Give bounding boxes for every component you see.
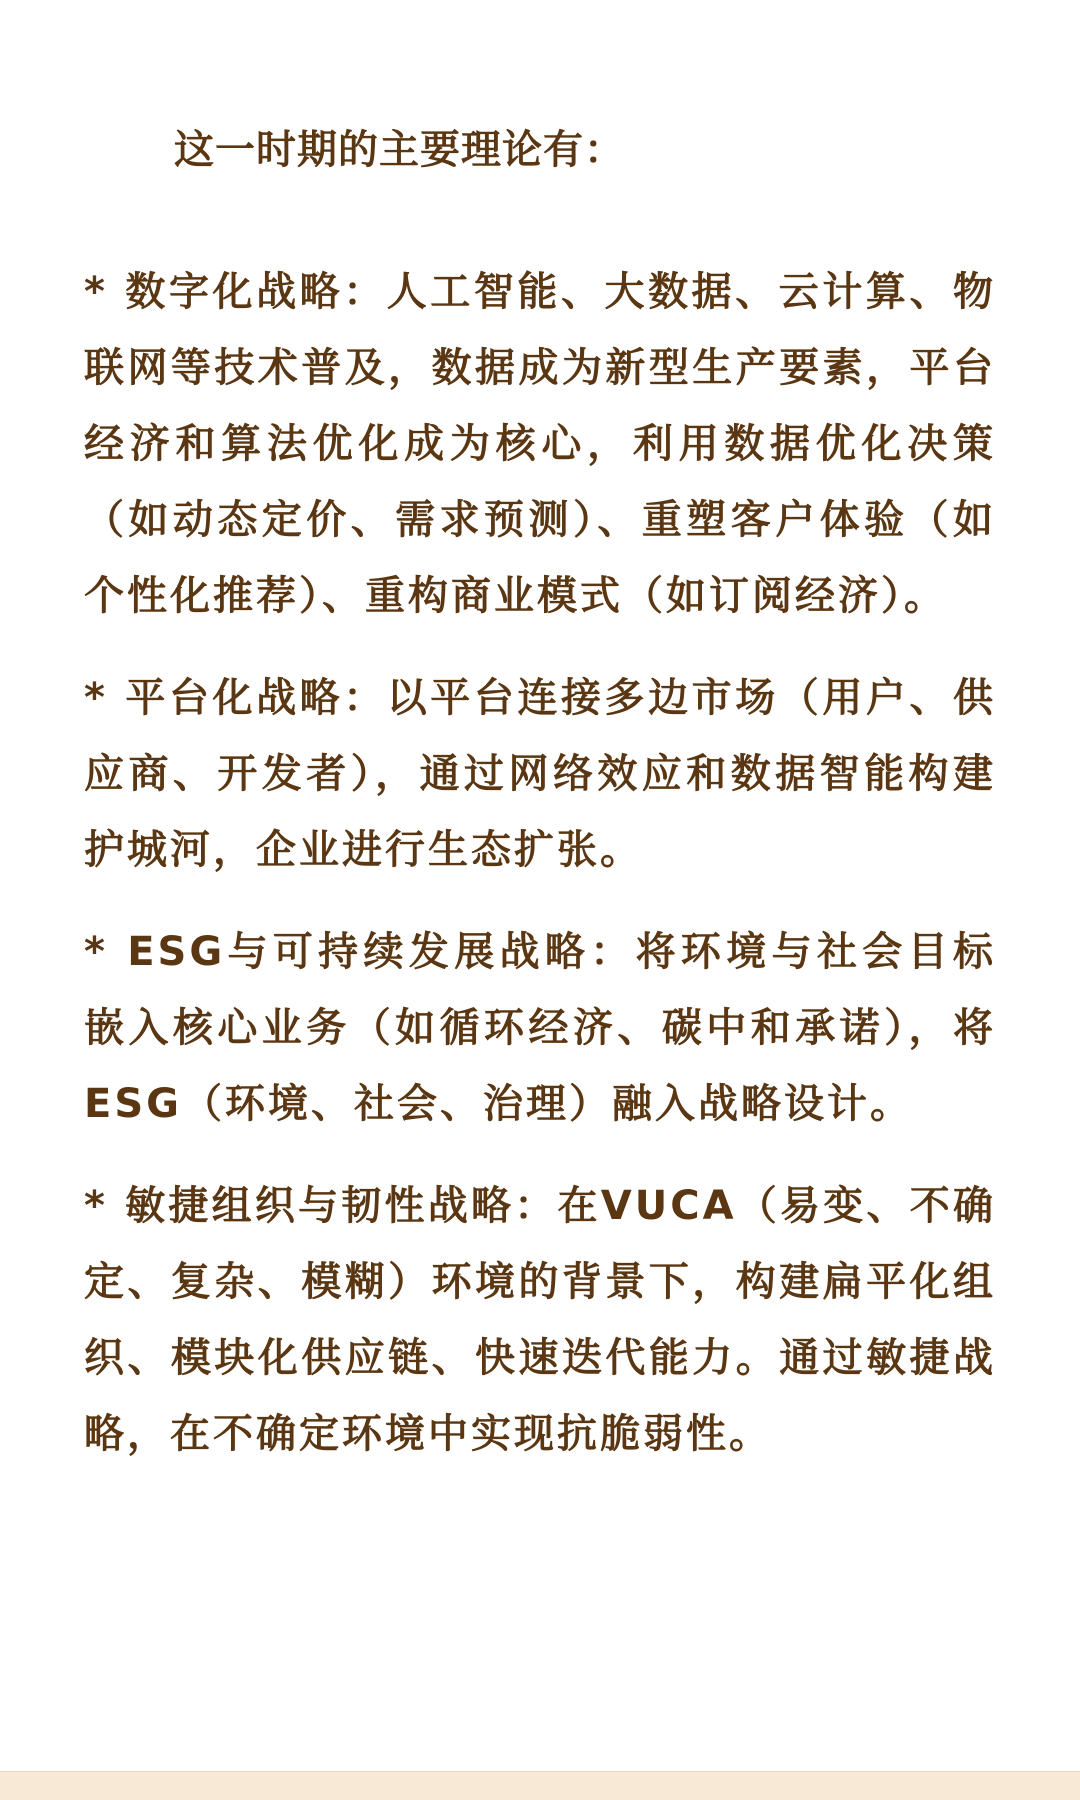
strategy-paragraph-platformization: * 平台化战略：以平台连接多边市场（用户、供应商、开发者），通过网络效应和数据智能构建护城河，企业进行生态扩张。 <box>84 675 996 873</box>
strategy-paragraph-agile-resilience: * 敏捷组织与韧性战略：在VUCA（易变、不确定、复杂、模糊）环境的背景下，构建扁平化组织、模块化供应链、快速迭代能力。通过敏捷战略，在不确定环境中实现抗脆弱性。 <box>84 1183 996 1457</box>
article <box>84 112 996 1498</box>
strategy-paragraph-esg: * ESG与可持续发展战略：将环境与社会目标嵌入核心业务（如循环经济、碳中和承诺），将ESG（环境、社会、治理）融入战略设计。 <box>84 929 996 1127</box>
strategy-paragraph-digitalization: * 数字化战略：人工智能、大数据、云计算、物联网等技术普及，数据成为新型生产要素，平台经济和算法优化成为核心，利用数据优化决策（如动态定价、需求预测）、重塑客户体验（如个性化推荐）、重构商业模式（如订阅经济）。 <box>84 269 996 619</box>
intro-heading: 这一时期的主要理论有： <box>174 127 625 173</box>
footer-band <box>0 1771 1080 1800</box>
